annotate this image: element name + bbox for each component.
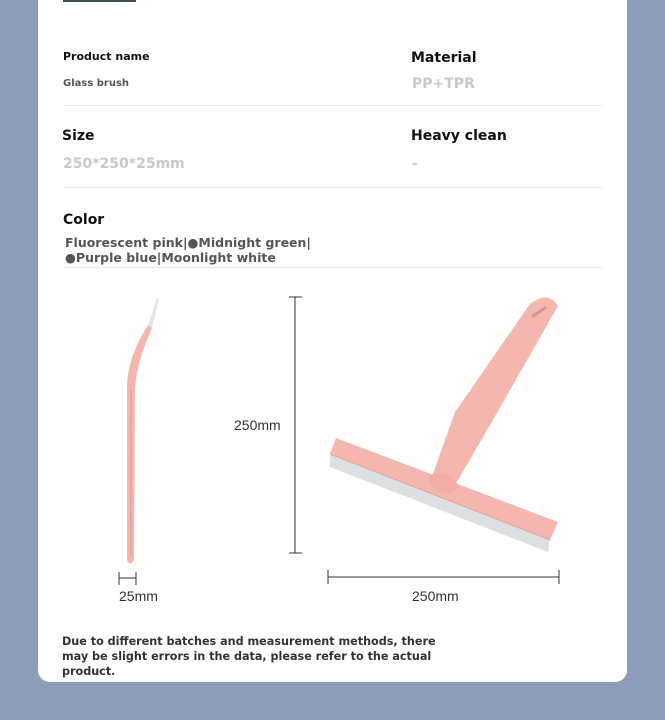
material-label: Material (411, 50, 477, 66)
heavy-clean-value: - (412, 156, 418, 172)
size-value: 250*250*25mm (63, 156, 185, 172)
disclaimer-note: Due to different batches and measurement methods, there may be slight errors in the data, please refer to the actual product. (62, 635, 436, 678)
product-name-value: Glass brush (63, 78, 130, 89)
side-view-brush (127, 298, 159, 564)
thickness-dimension-label: 25mm (119, 588, 158, 604)
thickness-dimension-line (119, 572, 136, 585)
height-dimension-label: 250mm (234, 417, 281, 433)
height-dimension-line (289, 297, 302, 553)
width-dimension-line (328, 570, 559, 584)
front-view-brush (330, 297, 558, 552)
product-name-label: Product name (63, 50, 150, 63)
material-value: PP+TPR (412, 76, 475, 92)
heavy-clean-label: Heavy clean (411, 128, 507, 144)
size-label: Size (62, 128, 95, 144)
width-dimension-label: 250mm (412, 588, 459, 604)
color-label: Color (63, 212, 105, 228)
color-value: Fluorescent pink|●Midnight green|●Purple blue|Moonlight white (65, 235, 311, 265)
